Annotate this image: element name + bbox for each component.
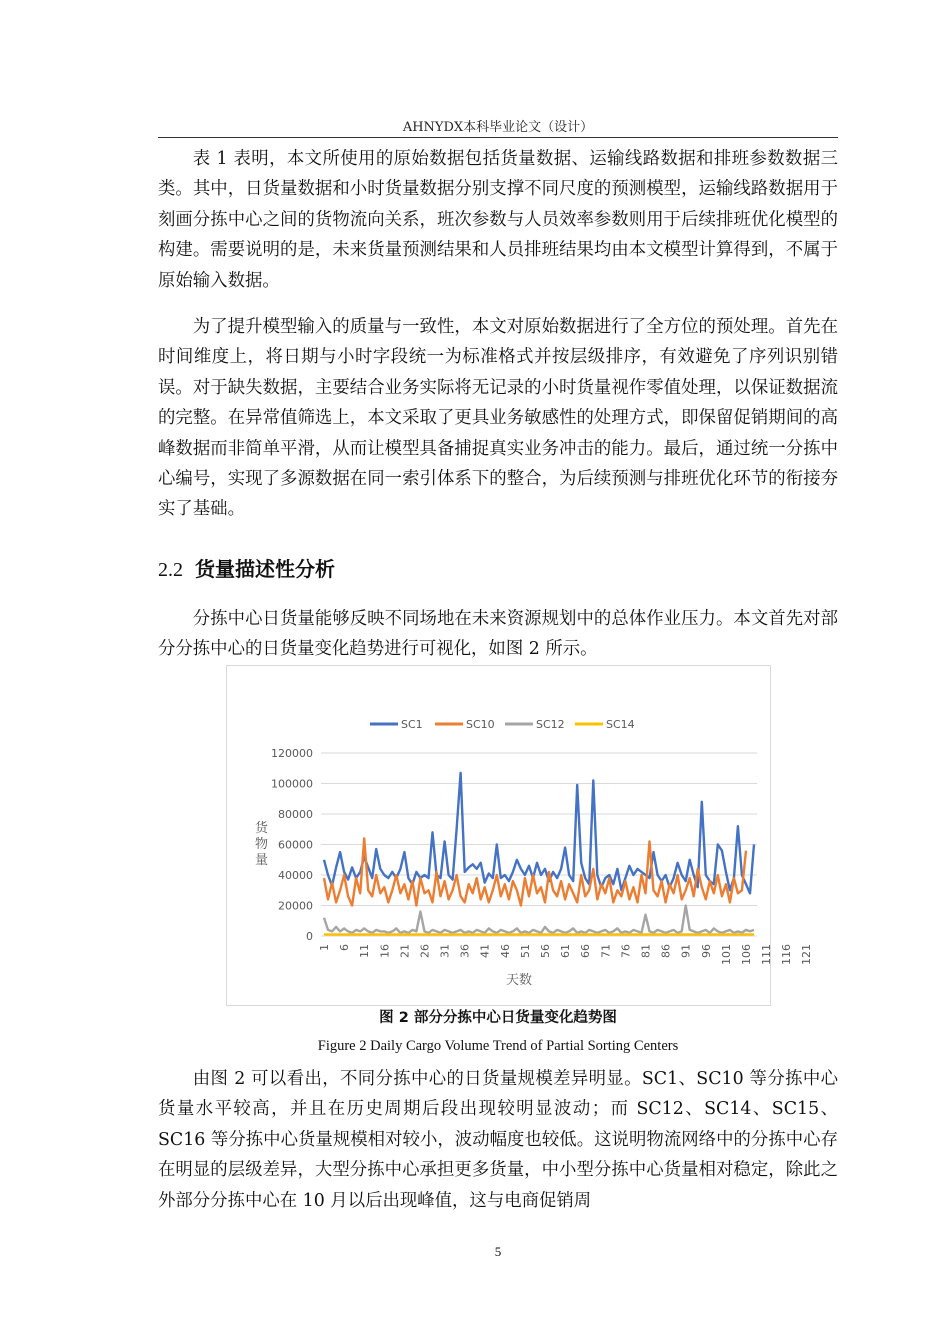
legend-label: SC14 [606,718,635,731]
y-tick-label: 60000 [278,838,313,852]
x-tick-label: 96 [699,944,713,958]
x-tick-label: 111 [760,944,774,965]
x-tick-label: 41 [478,944,492,958]
x-tick-label: 91 [679,944,693,958]
section-number: 2.2 [158,559,183,581]
x-tick-label: 56 [539,944,553,958]
paragraph-data-sources: 表 1 表明，本文所使用的原始数据包括货量数据、运输线路数据和排班参数数据三类。其中，日货量数据和小时货量数据分别支撑不同尺度的预测模型，运输线路数据用于刻画分拣中心之间的货物流向关系，班次参数与人员效率参数则用于后续排班优化模型的构建。需要说明的是，未来货量预测结果和人员排班结果均由本文模型计算得到，不属于原始输入数据。 [158,149,838,291]
chart-series [324,773,754,935]
x-tick-label: 31 [438,944,452,958]
page-number: 5 [494,1244,502,1259]
x-tick-label: 116 [780,944,794,965]
x-tick-label: 1 [318,944,331,951]
y-tick-label: 80000 [278,808,313,821]
y-axis-label-char: 量 [255,853,269,868]
x-tick-label: 16 [378,944,392,958]
y-tick-label: 120000 [271,747,313,760]
y-tick-label: 20000 [278,899,313,913]
x-tick-label: 106 [739,944,753,965]
x-tick-label: 76 [619,944,633,958]
x-tick-label: 101 [719,944,733,965]
x-tick-label: 6 [338,944,352,951]
y-tick-label: 40000 [278,869,313,882]
running-header: AHNYDX本科毕业论文（设计） [402,120,594,135]
legend-label: SC12 [536,718,565,731]
header-rule [158,137,838,138]
x-tick-label: 86 [659,944,673,958]
x-tick-label: 71 [599,944,613,958]
x-axis-label: 天数 [505,973,533,988]
x-tick-label: 121 [800,944,814,965]
x-tick-labels [318,944,813,965]
x-tick-label: 66 [579,944,593,958]
chart-legend [370,718,635,731]
y-tick-label: 0 [306,930,313,943]
y-axis-label-char: 物 [255,837,269,852]
legend-label: SC1 [401,718,423,731]
x-tick-label: 61 [559,944,573,958]
figure-chart [226,665,814,1006]
x-tick-label: 51 [518,944,532,958]
line-chart [227,666,814,1005]
section-title: 货量描述性分析 [195,557,335,581]
paragraph-volume-intro: 分拣中心日货量能够反映不同场地在未来资源规划中的总体作业压力。本文首先对部分分拣中心的日货量变化趋势进行可视化，如图 2 所示。 [158,609,838,660]
x-tick-label: 46 [498,944,512,958]
figure-caption-cn: 图 2 部分分拣中心日货量变化趋势图 [379,1010,617,1026]
paragraph-analysis: 由图 2 可以看出，不同分拣中心的日货量规模差异明显。SC1、SC10 等分拣中心货量水平较高，并且在历史周期后段出现较明显波动；而 SC12、SC14、SC15、SC16 等分拣中心货量规模相对较小，波动幅度也较低。这说明物流网络中的分拣中心存在明显的层级差异，大型分拣中心承担更多货量，中小型分拣中心货量相对稳定，除此之外部分分拣中心在 10 月以后出现峰值，这与电商促销周 [158,1069,838,1211]
x-tick-label: 21 [398,944,412,958]
legend-label: SC10 [466,718,495,731]
chart-grid [321,753,757,936]
y-axis-label-char: 货 [255,821,269,836]
x-tick-label: 36 [458,944,472,958]
x-tick-label: 81 [639,944,653,958]
x-tick-label: 26 [418,944,432,958]
y-axis-label [255,820,269,868]
y-tick-labels [271,747,313,943]
x-tick-label: 11 [358,944,372,958]
figure-caption-en: Figure 2 Daily Cargo Volume Trend of Partial Sorting Centers [317,1038,679,1054]
paragraph-preprocessing: 为了提升模型输入的质量与一致性，本文对原始数据进行了全方位的预处理。首先在时间维度上，将日期与小时字段统一为标准格式并按层级排序，有效避免了序列识别错误。对于缺失数据，主要结合业务实际将无记录的小时货量视作零值处理，以保证数据流的完整。在异常值筛选上，本文采取了更具业务敏感性的处理方式，即保留促销期间的高峰数据而非简单平滑，从而让模型具备捕捉真实业务冲击的能力。最后，通过统一分拣中心编号，实现了多源数据在同一索引体系下的整合，为后续预测与排班优化环节的衔接夯实了基础。 [158,317,838,520]
y-tick-label: 100000 [271,777,313,791]
section-heading [158,553,335,582]
series-line-sc12 [324,906,754,933]
